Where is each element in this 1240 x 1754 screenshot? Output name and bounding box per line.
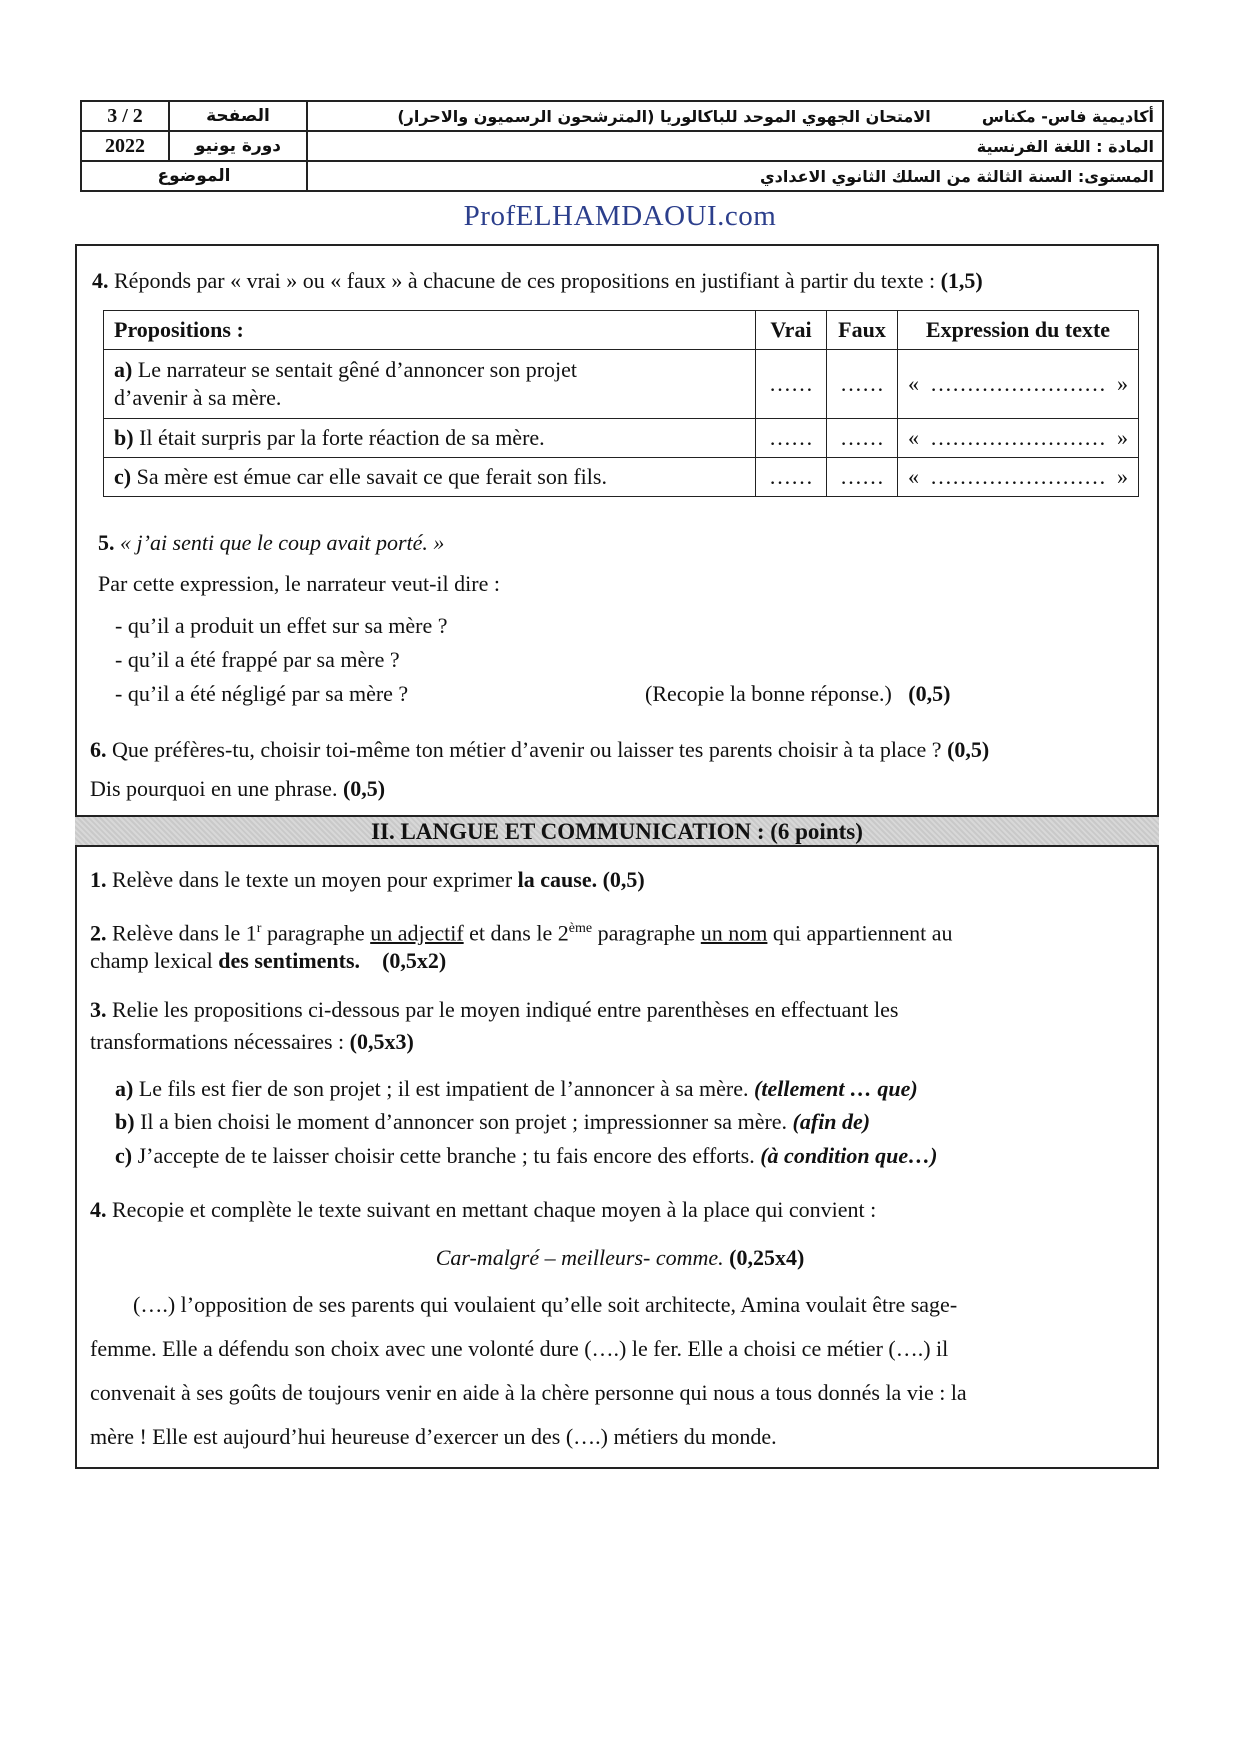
list-item: c) J’accepte de te laisser choisir cette branche ; tu fais encore des efforts. (à condition que…) — [115, 1143, 938, 1168]
header-table — [80, 100, 1164, 192]
question-5: 5. « j’ai senti que le coup avait porté. » — [98, 530, 445, 555]
exam-title: الامتحان الجهوي الموحد للباكالوريا (المترشحون الرسميون والاحرار) — [397, 106, 931, 126]
watermark-text: ProfELHAMDAOUI.com — [463, 200, 777, 232]
faux-blank[interactable]: …… — [827, 419, 898, 458]
table-row: c) Sa mère est émue car elle savait ce que ferait son fils. …… …… « …………………… » — [104, 458, 1139, 497]
subject-title: الموضوع — [81, 161, 307, 191]
header-propositions: Propositions : — [104, 311, 756, 350]
question-5-prompt: Par cette expression, le narrateur veut-il dire : — [98, 571, 500, 596]
list-item: a) Le fils est fier de son projet ; il est impatient de l’annoncer à sa mère. (tellement … que) — [115, 1076, 918, 1101]
vrai-blank[interactable]: …… — [756, 419, 827, 458]
langue-question-4: 4. Recopie et complète le texte suivant en mettant chaque moyen à la place qui convient : — [90, 1197, 877, 1222]
true-false-table — [103, 310, 1139, 497]
level-name: المستوى: السنة الثالثة من السلك الثانوي الاعدادي — [307, 161, 1163, 191]
faux-blank[interactable]: …… — [827, 458, 898, 497]
question-6-line2: Dis pourquoi en une phrase. (0,5) — [90, 776, 386, 801]
question-5-instruction: (Recopie la bonne réponse.) (0,5) — [645, 681, 951, 706]
langue-question-2-line2: champ lexical des sentiments. (0,5x2) — [90, 948, 447, 973]
word-bank: Car-malgré – meilleurs- comme. (0,25x4) — [435, 1245, 805, 1270]
fill-text-line-2: femme. Elle a défendu son choix avec une volonté dure (….) le fer. Elle a choisi ce métier (….) il — [90, 1336, 949, 1361]
header-expression: Expression du texte — [898, 311, 1139, 350]
option-3: - qu’il a été négligé par sa mère ? — [115, 681, 409, 706]
session-year: 2022 — [81, 131, 169, 161]
vrai-blank[interactable]: …… — [756, 350, 827, 419]
langue-question-3-line2: transformations nécessaires : (0,5x3) — [90, 1029, 414, 1054]
session-label: دورة يونيو — [169, 131, 307, 161]
table-row: b) Il était surpris par la forte réaction de sa mère. …… …… « …………………… » — [104, 419, 1139, 458]
header-faux: Faux — [827, 311, 898, 350]
langue-question-1: 1. Relève dans le texte un moyen pour exprimer la cause. (0,5) — [90, 867, 645, 892]
expression-blank[interactable]: « …………………… » — [898, 458, 1139, 497]
langue-question-2: 2. Relève dans le 1$^r$ paragraphe un adjectif et dans le 2ème paragraphe un nom qui appartiennent au — [90, 920, 953, 946]
question-4: 4. Réponds par « vrai » ou « faux » à chacune de ces propositions en justifiant à partir du texte : (1,5) — [92, 268, 983, 293]
subject-name: المادة : اللغة الفرنسية — [307, 131, 1163, 161]
academy-name: أكاديمية فاس- مكناس — [981, 106, 1154, 126]
faux-blank[interactable]: …… — [827, 350, 898, 419]
fill-text-line-1: (….) l’opposition de ses parents qui voulaient qu’elle soit architecte, Amina voulait être sage- — [133, 1292, 958, 1317]
option-2: - qu’il a été frappé par sa mère ? — [115, 647, 400, 672]
question-6: 6. Que préfères-tu, choisir toi-même ton métier d’avenir ou laisser tes parents choisir à ta place ? (0,5) — [90, 737, 990, 762]
fill-text-line-3: convenait à ses goûts de toujours venir en aide à la chère personne qui nous a tous donnés la vie : la — [90, 1380, 967, 1405]
section-2-title: II. LANGUE ET COMMUNICATION : (6 points) — [75, 815, 1159, 847]
table-row: a) Le narrateur se sentait gêné d’annoncer son projet d’avenir à sa mère. …… …… « …………………… » — [104, 350, 1139, 419]
page-label: الصفحة — [169, 101, 307, 131]
vrai-blank[interactable]: …… — [756, 458, 827, 497]
list-item: b) Il a bien choisi le moment d’annoncer son projet ; impressionner sa mère. (afin de) — [115, 1109, 871, 1134]
langue-question-3: 3. Relie les propositions ci-dessous par le moyen indiqué entre parenthèses en effectuant les — [90, 997, 899, 1022]
expression-blank[interactable]: « …………………… » — [898, 419, 1139, 458]
fill-text-line-4: mère ! Elle est aujourd’hui heureuse d’exercer un des (….) métiers du monde. — [90, 1424, 777, 1449]
header-vrai: Vrai — [756, 311, 827, 350]
page-number: 3 / 2 — [81, 101, 169, 131]
option-1: - qu’il a produit un effet sur sa mère ? — [115, 613, 448, 638]
expression-blank[interactable]: « …………………… » — [898, 350, 1139, 419]
